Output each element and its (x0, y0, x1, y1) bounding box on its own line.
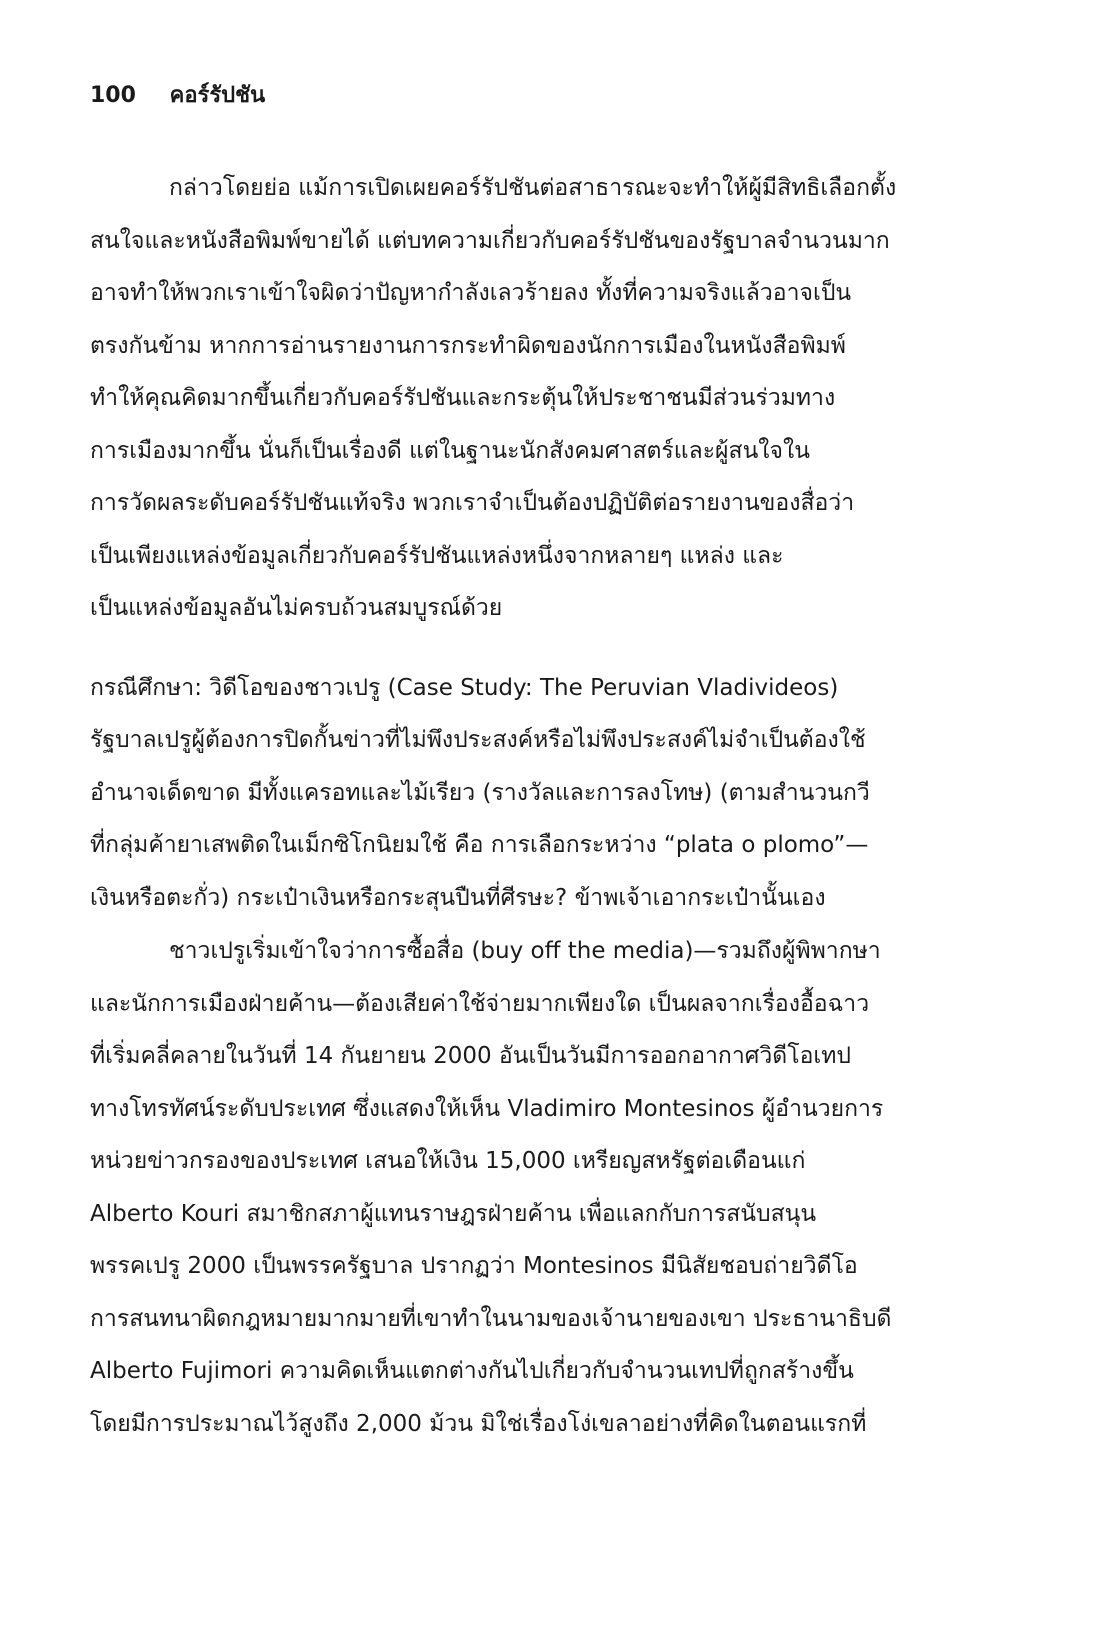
text-line: เงินหรือตะกั่ว) กระเป๋าเงินหรือกระสุนปืนที่ศีรษะ? ข้าพเจ้าเอากระเป๋านั้นเอง (90, 884, 826, 911)
text-line: ตรงกันข้าม หากการอ่านรายงานการกระทำผิดของนักการเมืองในหนังสือพิมพ์ (90, 332, 846, 359)
section-heading: กรณีศึกษา: วิดีโอของชาวเปรู (Case Study: The Peruvian Vladivideos) (90, 675, 839, 701)
text-line: เป็นเพียงแหล่งข้อมูลเกี่ยวกับคอร์รัปชันแหล่งหนึ่งจากหลายๆ แหล่ง และ (90, 542, 784, 569)
running-header (90, 80, 265, 112)
text-line: ทางโทรทัศน์ระดับประเทศ ซึ่งแสดงให้เห็น Vladimiro Montesinos ผู้อำนวยการ (90, 1095, 884, 1122)
text-line: โดยมีการประมาณไว้สูงถึง 2,000 ม้วน มิใช่เรื่องโง่เขลาอย่างที่คิดในตอนแรกที่ (90, 1410, 867, 1437)
paragraph-case-intro (90, 714, 958, 924)
text-line: และนักการเมืองฝ่ายค้าน—ต้องเสียค่าใช้จ่ายมากเพียงใด เป็นผลจากเรื่องอื้อฉาว (90, 990, 870, 1017)
text-line: Alberto Kouri สมาชิกสภาผู้แทนราษฎรฝ่ายค้าน เพื่อแลกกับการสนับสนุน (90, 1200, 817, 1227)
text-line: การวัดผลระดับคอร์รัปชันแท้จริง พวกเราจำเป็นต้องปฏิบัติต่อรายงานของสื่อว่า (90, 490, 855, 516)
paragraph-summary (90, 162, 958, 635)
text-line: การเมืองมากขึ้น นั่นก็เป็นเรื่องดี แต่ในฐานะนักสังคมศาสตร์และผู้สนใจใน (90, 437, 810, 464)
page-number: 100 (90, 83, 136, 108)
text-line: อาจทำให้พวกเราเข้าใจผิดว่าปัญหากำลังเลวร้ายลง ทั้งที่ความจริงแล้วอาจเป็น (90, 280, 852, 306)
text-line: การสนทนาผิดกฎหมายมากมายที่เขาทำในนามของเจ้านายของเขา ประธานาธิบดี (90, 1305, 892, 1332)
text-line: เป็นแหล่งข้อมูลอันไม่ครบถ้วนสมบูรณ์ด้วย (90, 595, 503, 621)
text-line: ทำให้คุณคิดมากขึ้นเกี่ยวกับคอร์รัปชันและกระตุ้นให้ประชาชนมีส่วนร่วมทาง (90, 385, 836, 411)
text-line: อำนาจเด็ดขาด มีทั้งแครอทและไม้เรียว (รางวัลและการลงโทษ) (ตามสำนวนกวี (90, 779, 870, 806)
text-line: Alberto Fujimori ความคิดเห็นแตกต่างกันไปเกี่ยวกับจำนวนเทปที่ถูกสร้างขึ้น (90, 1358, 854, 1384)
text-line: สนใจและหนังสือพิมพ์ขายได้ แต่บทความเกี่ยวกับคอร์รัปชันของรัฐบาลจำนวนมาก (90, 227, 890, 254)
text-line: กล่าวโดยย่อ แม้การเปิดเผยคอร์รัปชันต่อสาธารณะจะทำให้ผู้มีสิทธิเลือกตั้ง (169, 175, 897, 201)
text-line: ที่เริ่มคลี่คลายในวันที่ 14 กันยายน 2000 อันเป็นวันมีการออกอากาศวิดีโอเทป (90, 1043, 851, 1069)
text-line: รัฐบาลเปรูผู้ต้องการปิดกั้นข่าวที่ไม่พึงประสงค์หรือไม่พึงประสงค์ไม่จำเป็นต้องใช้ (90, 727, 866, 753)
text-line: ที่กลุ่มค้ายาเสพติดในเม็กซิโกนิยมใช้ คือ การเลือกระหว่าง “plata o plomo”— (90, 832, 869, 858)
running-title: คอร์รัปชัน (169, 83, 266, 108)
text-line: หน่วยข่าวกรองของประเทศ เสนอให้เงิน 15,000 เหรียญสหรัฐต่อเดือนแก่ (90, 1148, 806, 1174)
paragraph-case-body (90, 925, 958, 1450)
text-line: พรรคเปรู 2000 เป็นพรรครัฐบาล ปรากฏว่า Montesinos มีนิสัยชอบถ่ายวิดีโอ (90, 1253, 858, 1279)
text-line: ชาวเปรูเริ่มเข้าใจว่าการซื้อสื่อ (buy off the media)—รวมถึงผู้พิพากษา (169, 938, 881, 964)
